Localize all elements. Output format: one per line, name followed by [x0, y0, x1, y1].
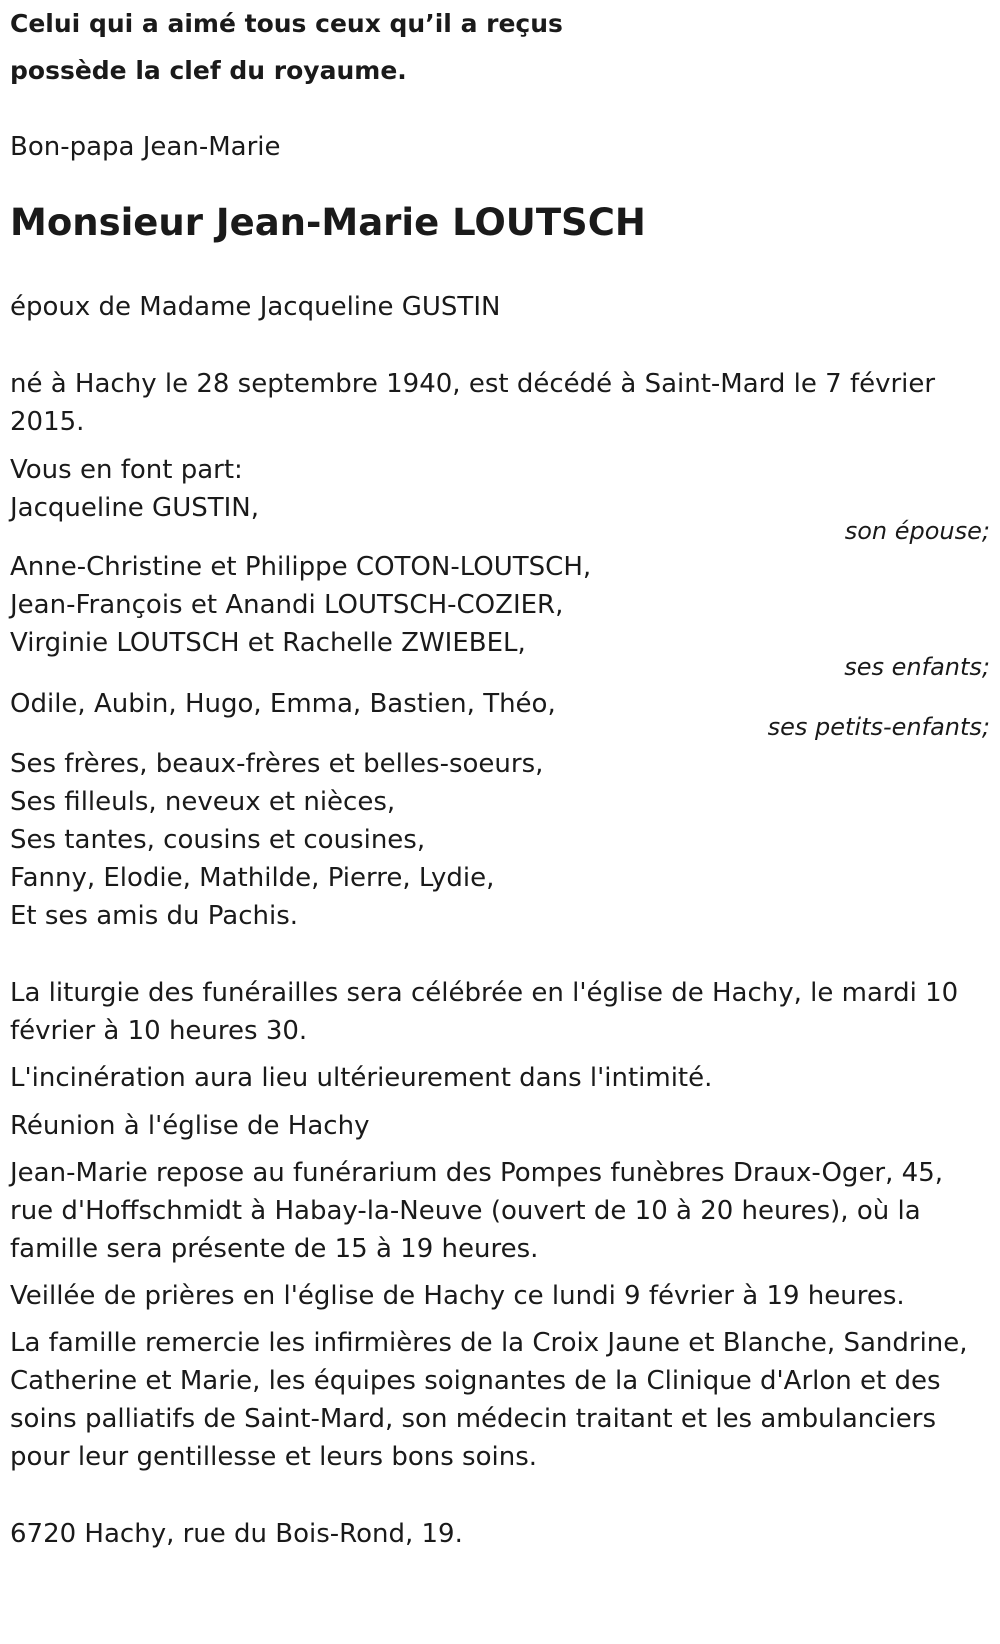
family-spouse-role: son épouse;: [844, 517, 990, 545]
liturgy-line-2: février à 10 heures 30.: [10, 1016, 308, 1046]
family-other-3: Ses tantes, cousins et cousines,: [10, 825, 426, 855]
cremation-info: L'incinération aura lieu ultérieurement dans l'intimité.: [10, 1063, 713, 1093]
spouse-line: époux de Madame Jacqueline GUSTIN: [10, 292, 501, 322]
family-other-1: Ses frères, beaux-frères et belles-soeurs,: [10, 749, 544, 779]
family-grandchildren-names: Odile, Aubin, Hugo, Emma, Bastien, Théo,: [10, 689, 556, 719]
funerarium-line-3: famille sera présente de 15 à 19 heures.: [10, 1234, 539, 1264]
quote-line-2: possède la clef du royaume.: [10, 56, 407, 85]
family-other-2: Ses filleuls, neveux et nièces,: [10, 787, 396, 817]
meeting-info: Réunion à l'église de Hachy: [10, 1111, 370, 1141]
family-other-4: Fanny, Elodie, Mathilde, Pierre, Lydie,: [10, 863, 495, 893]
family-spouse-name: Jacqueline GUSTIN,: [10, 493, 260, 523]
vigil-info: Veillée de prières en l'église de Hachy ce lundi 9 février à 19 heures.: [10, 1281, 905, 1311]
thanks-line-2: Catherine et Marie, les équipes soignantes de la Clinique d'Arlon et des: [10, 1366, 941, 1396]
family-address: 6720 Hachy, rue du Bois-Rond, 19.: [10, 1519, 463, 1549]
deceased-name: Monsieur Jean-Marie LOUTSCH: [10, 201, 646, 244]
announce-intro: Vous en font part:: [10, 455, 243, 485]
family-other-5: Et ses amis du Pachis.: [10, 901, 299, 931]
thanks-line-4: pour leur gentillesse et leurs bons soins.: [10, 1442, 538, 1472]
family-child-2: Jean-François et Anandi LOUTSCH-COZIER,: [10, 590, 564, 620]
thanks-line-3: soins palliatifs de Saint-Mard, son médecin traitant et les ambulanciers: [10, 1404, 936, 1434]
nickname: Bon-papa Jean-Marie: [10, 132, 281, 162]
family-child-1: Anne-Christine et Philippe COTON-LOUTSCH,: [10, 552, 592, 582]
family-children-role: ses enfants;: [844, 653, 990, 681]
funerarium-line-2: rue d'Hoffschmidt à Habay-la-Neuve (ouvert de 10 à 20 heures), où la: [10, 1196, 921, 1226]
liturgy-line-1: La liturgie des funérailles sera célébrée en l'église de Hachy, le mardi 10: [10, 978, 959, 1008]
family-child-3: Virginie LOUTSCH et Rachelle ZWIEBEL,: [10, 628, 526, 658]
thanks-line-1: La famille remercie les infirmières de la Croix Jaune et Blanche, Sandrine,: [10, 1328, 968, 1358]
birth-death-line-2: 2015.: [10, 407, 85, 437]
funerarium-line-1: Jean-Marie repose au funérarium des Pompes funèbres Draux-Oger, 45,: [10, 1158, 944, 1188]
family-grandchildren-role: ses petits-enfants;: [767, 713, 990, 741]
quote-line-1: Celui qui a aimé tous ceux qu’il a reçus: [10, 9, 563, 38]
birth-death-line-1: né à Hachy le 28 septembre 1940, est décédé à Saint-Mard le 7 février: [10, 369, 936, 399]
